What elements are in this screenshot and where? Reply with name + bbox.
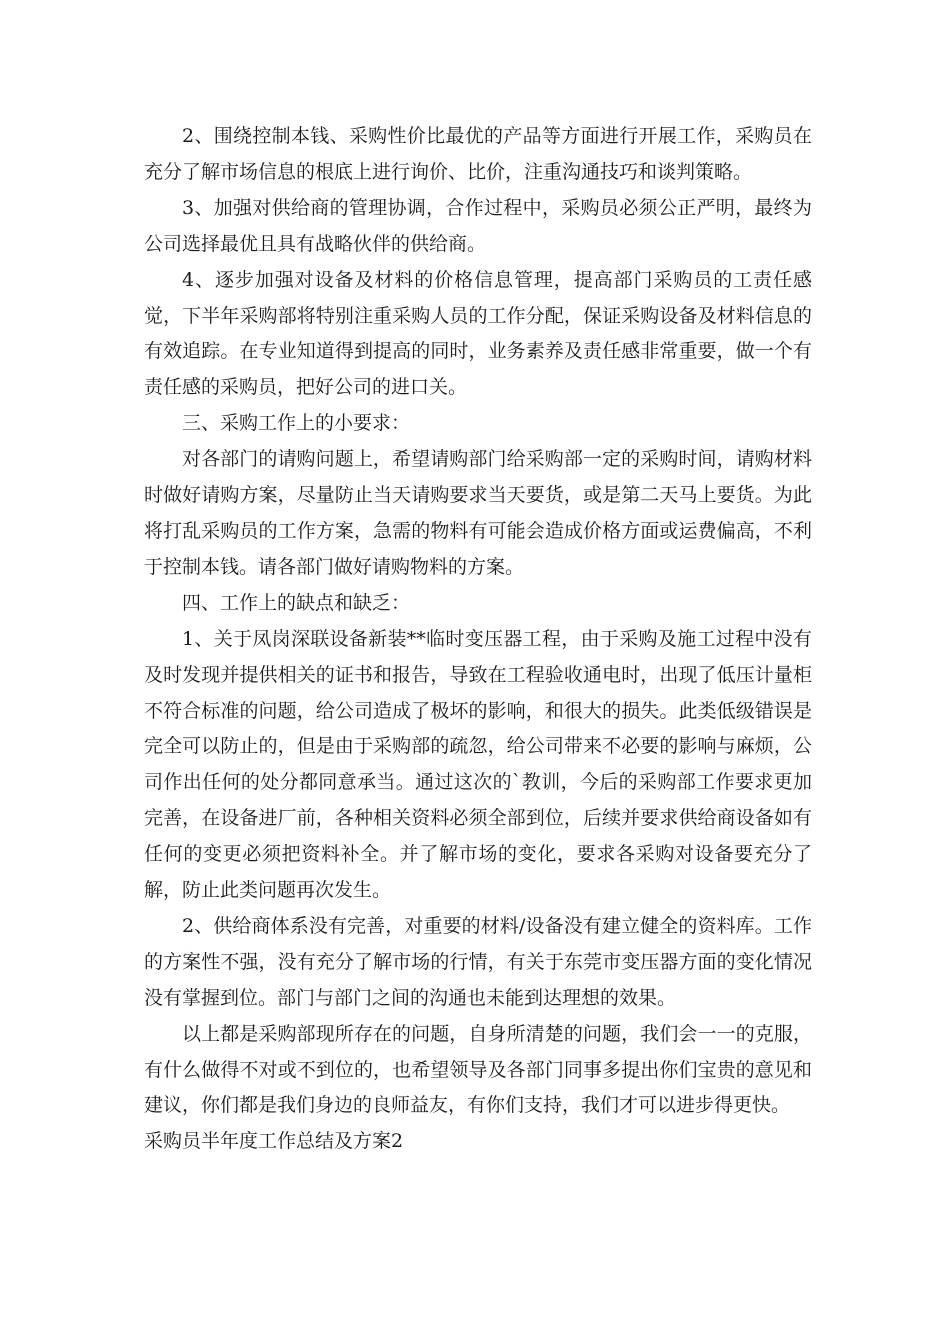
paragraph-price-information: 4、逐步加强对设备及材料的价格信息管理，提高部门采购员的工责任感觉，下半年采购部将特别注重采购人员的工作分配，保证采购设备及材料信息的有效追踪。在专业知道得到提高的同时，业务素养及责任感非常重要，做一个有责任感的采购员，把好公司的进口关。 (144, 268, 812, 399)
paragraph-cost-control: 2、围绕控制本钱、采购性价比最优的产品等方面进行开展工作，采购员在充分了解市场信息的根底上进行询价、比价，注重沟通技巧和谈判策略。 (144, 125, 812, 183)
paragraph-conclusion: 以上都是采购部现所存在的问题，自身所清楚的问题，我们会一一的克服，有什么做得不对或不到位的，也希望领导及各部门同事多提出你们宝贵的意见和建议，你们都是我们身边的良师益友，有你们支持，我们才可以进步得更快。 (144, 1022, 812, 1117)
paragraph-supplier-management: 3、加强对供给商的管理协调，合作过程中，采购员必须公正严明，最终为公司选择最优且具有战略伙伴的供给商。 (144, 196, 812, 255)
paragraph-purchase-requests: 对各部门的请购问题上，希望请购部门给采购部一定的采购时间，请购材料时做好请购方案，尽量防止当天请购要求当天要货，或是第二天马上要货。为此将打乱采购员的工作方案，急需的物料有可能会造成价格方面或运费偏高，不利于控制本钱。请各部门做好请购物料的方案。 (144, 448, 812, 578)
section-heading-shortcomings: 四、工作上的缺点和缺乏： (182, 591, 411, 614)
section-heading-requirements: 三、采购工作上的小要求： (182, 412, 411, 435)
paragraph-supplier-system: 2、供给商体系没有完善，对重要的材料/设备没有建立健全的资料库。工作的方案性不强，没有充分了解市场的行情，有关于东莞市变压器方面的变化情况没有掌握到位。部门与部门之间的沟通也未能到达理想的效果。 (144, 914, 812, 1009)
document-body (144, 119, 812, 1160)
document-title-next: 采购员半年度工作总结及方案2 (144, 1130, 404, 1153)
paragraph-transformer-project: 1、关于凤岗深联设备新装**临时变压器工程，由于采购及施工过程中没有及时发现并提供相关的证书和报告，导致在工程验收通电时，出现了低压计量柜不符合标准的问题，给公司造成了极坏的影响，和很大的损失。此类低级错误是完全可以防止的，但是由于采购部的疏忽，给公司带来不必要的影响与麻烦，公司作出任何的处分都同意承当。通过这次的`教训，今后的采购部工作要求更加完善，在设备进厂前，各种相关资料必须全部到位，后续并要求供给商设备如有任何的变更必须把资料补全。并了解市场的变化，要求各采购对设备要充分了解，防止此类问题再次发生。 (144, 627, 812, 902)
